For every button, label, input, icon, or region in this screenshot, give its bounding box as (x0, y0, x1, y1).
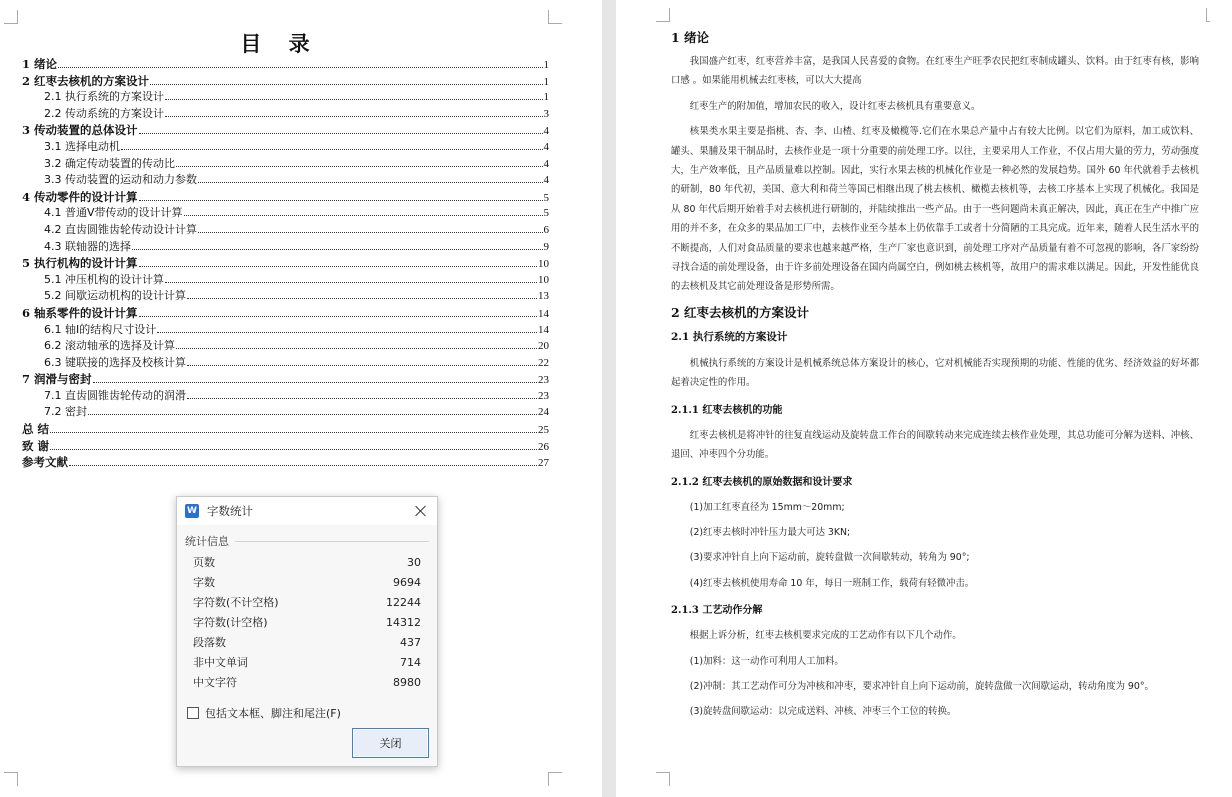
toc-leader-dots (88, 414, 537, 415)
toc-entry[interactable] (22, 89, 549, 106)
toc-leader-dots (184, 215, 543, 216)
body-paragraph: 机械执行系统的方案设计是机械系统总体方案设计的核心，它对机械能否实现预期的功能、性能的优劣、经济效益的好坏都起着决定性的作用。 (671, 357, 1199, 389)
toc-entry-label: 4 传动零件的设计计算 (22, 189, 138, 204)
toc-entry-page: 22 (538, 356, 549, 369)
toc-leader-dots (93, 382, 537, 383)
stat-label: 非中文单词 (193, 656, 248, 669)
stats-list (177, 553, 437, 693)
toc-entry-label: 6.2 滚动轴承的选择及计算 (44, 339, 175, 353)
toc-entry[interactable] (22, 272, 549, 289)
close-icon[interactable] (413, 503, 429, 519)
toc-leader-dots (139, 266, 537, 267)
toc-entry-label: 6.1 轴Ⅰ的结构尺寸设计 (44, 322, 157, 336)
toc-entry[interactable] (22, 222, 549, 239)
include-textbox-checkbox-row[interactable] (187, 705, 437, 721)
toc-entry-label: 5 执行机构的设计计算 (22, 256, 138, 271)
document-body[interactable] (671, 24, 1199, 728)
toc-title: 目 录 (240, 31, 320, 56)
stat-row (177, 653, 437, 673)
stat-row (177, 633, 437, 653)
stat-value: 14312 (386, 616, 421, 629)
dialog-titlebar[interactable] (177, 497, 437, 525)
stat-row (177, 613, 437, 633)
toc-leader-dots (69, 465, 537, 466)
page-gutter (602, 0, 616, 797)
close-button[interactable]: 关闭 (352, 728, 429, 758)
toc-leader-dots (139, 200, 543, 201)
toc-entry[interactable] (22, 404, 549, 421)
toc-entry[interactable] (22, 172, 549, 189)
toc-entry-page: 23 (538, 374, 549, 387)
word-count-dialog (176, 496, 438, 767)
toc-entry-label: 3.2 确定传动装置的传动比 (44, 156, 175, 170)
toc-leader-dots (139, 316, 537, 317)
subsubsection-heading: 2.1.1 红枣去核机的功能 (671, 404, 783, 416)
include-textbox-label: 包括文本框、脚注和尾注(F) (205, 707, 341, 720)
toc-entry-label: 总 结 (22, 422, 50, 437)
stat-row (177, 673, 437, 693)
toc-entry-page: 4 (543, 140, 549, 153)
toc-entry[interactable] (22, 288, 549, 305)
stat-label: 段落数 (193, 636, 226, 649)
toc-entry[interactable] (22, 139, 549, 156)
stat-label: 字符数(不计空格) (193, 596, 279, 609)
toc-entry-page: 24 (538, 406, 549, 419)
toc-entry[interactable] (22, 338, 549, 355)
toc-entry[interactable] (22, 454, 549, 471)
toc-leader-dots (198, 182, 543, 183)
body-paragraph: 核果类水果主要是指桃、杏、李、山楂、红枣及橄榄等.它们在水果总产量中占有较大比例。以它们为原料，加工成饮料、罐头、果脯及果干制品时，去核作业是一项十分重要的前处理工序。以往，主要采用人工作业，不仅占用大量的劳力，劳动强度大，生产效率低，且产品质量难以控制。因此，实行水果去核的机械化作业是一种必然的发展趋势。国外 60 年代就着手去核机的研制，80 年代初，美国、意大利和荷兰等国已相继出现了桃去核机、橄榄去核机等，去核工序基本上实现了机械化。我国是从 80 年代后期开始着手对去核机进行研制的，并陆续推出一些产品。由于一些问题尚未真正解决，因此，真正在生产中推广应用的并不多，在众多的果品加工厂中，去核作业至今基本上仍依靠手工或者十分简陋的工具完成。近年来，随着人民生活水平的不断提高，人们对食品质量的要求也越来越严格，生产厂家也意识到，前处理工序对产品质量有着不可忽视的影响，各厂家纷纷寻找合适的前处理设备，由于许多前处理设备在国内尚属空白，例如桃去核机等，故用户的需求难以满足。因此，开发性能优良的去核机及其它前处理设备是形势所需。 (671, 126, 1199, 293)
toc-entry[interactable] (22, 305, 549, 322)
stat-value: 437 (400, 636, 421, 649)
toc-entry[interactable] (22, 421, 549, 438)
wps-app-icon: W (185, 504, 199, 518)
toc-entry-label: 3.1 选择电动机 (44, 139, 120, 153)
toc-entry-page: 6 (543, 223, 549, 236)
stat-label: 页数 (193, 556, 215, 569)
subsubsection-heading: 2.1.2 红枣去核机的原始数据和设计要求 (671, 476, 853, 488)
toc-entry-label: 5.2 间歇运动机构的设计计算 (44, 289, 186, 303)
toc-leader-dots (165, 282, 537, 283)
section-divider (235, 541, 429, 542)
stat-row (177, 553, 437, 573)
toc-entry[interactable] (22, 156, 549, 173)
stat-row (177, 593, 437, 613)
toc-entry-label: 致 谢 (22, 438, 50, 453)
toc-entry-page: 1 (543, 75, 549, 88)
page-corner-mark (4, 10, 18, 24)
toc-leader-dots (58, 67, 542, 68)
toc-leader-dots (187, 298, 537, 299)
toc-leader-dots (121, 149, 543, 150)
toc-entry[interactable] (22, 322, 549, 339)
toc-entry-label: 1 绪论 (22, 57, 58, 71)
toc-entry-page: 26 (538, 440, 549, 453)
toc-entry-page: 10 (538, 273, 549, 286)
toc-entry-label: 7 润滑与密封 (22, 372, 92, 387)
toc-entry[interactable] (22, 73, 549, 90)
stat-value: 9694 (393, 576, 421, 589)
toc-entry-label: 6.3 键联接的选择及校核计算 (44, 355, 186, 369)
toc-entry[interactable] (22, 355, 549, 372)
toc-entry-label: 2 红枣去核机的方案设计 (22, 73, 150, 88)
toc-entry-label: 3.3 传动装置的运动和动力参数 (44, 173, 197, 187)
toc-leader-dots (176, 166, 543, 167)
list-paragraph: (1)加料：这一动作可利用人工加料。 (689, 655, 844, 667)
toc-leader-dots (50, 432, 537, 433)
toc-entry[interactable] (22, 239, 549, 256)
toc-entry-page: 14 (538, 307, 549, 320)
dialog-title: 字数统计 (207, 504, 253, 518)
list-paragraph: (4)红枣去核机使用寿命 10 年，每日一班制工作，载荷有轻微冲击。 (689, 577, 975, 589)
toc-entry[interactable] (22, 438, 549, 455)
toc-entry[interactable] (22, 189, 549, 206)
toc-entry-page: 3 (543, 107, 549, 120)
body-paragraph: (2)冲制：其工艺动作可分为冲核和冲枣，要求冲针自上向下运动前，旋转盘做一次间歇运动，转动角度为 90°。 (689, 680, 1154, 692)
toc-entry-page: 1 (543, 91, 549, 104)
toc-leader-dots (50, 449, 537, 450)
subsubsection-heading: 2.1.3 工艺动作分解 (671, 605, 763, 617)
list-paragraph: (1)加工红枣直径为 15mm～20mm; (689, 501, 845, 513)
toc-entry-label: 2.1 执行系统的方案设计 (44, 90, 164, 104)
toc-entry[interactable] (22, 371, 549, 388)
toc-leader-dots (150, 84, 542, 85)
stat-value: 30 (407, 556, 421, 569)
stat-value: 12244 (386, 596, 421, 609)
toc-entry-label: 4.3 联轴器的选择 (44, 239, 131, 253)
toc-entry-page: 9 (543, 240, 549, 253)
toc-leader-dots (139, 133, 543, 134)
list-paragraph: (2)红枣去核时冲针压力最大可达 3KN; (689, 526, 851, 538)
toc-entry-label: 7.1 直齿圆锥齿轮传动的润滑 (44, 388, 186, 402)
toc-entry-label: 4.2 直齿圆锥齿轮传动设计计算 (44, 222, 197, 236)
toc-entry[interactable] (22, 205, 549, 222)
page-corner-mark (656, 772, 670, 786)
toc-leader-dots (165, 99, 543, 100)
toc-entry-label: 3 传动装置的总体设计 (22, 123, 138, 138)
stat-row (177, 573, 437, 593)
toc-entry[interactable] (22, 255, 549, 272)
page-corner-mark (656, 8, 670, 22)
section-heading: 1 绪论 (671, 30, 710, 45)
toc-leader-dots (176, 348, 537, 349)
toc-entry-page: 13 (538, 290, 549, 303)
section-heading: 2 红枣去核机的方案设计 (671, 304, 810, 320)
list-paragraph: (3)旋转盘间歇运动：以完成送料、冲核、冲枣三个工位的转换。 (689, 706, 957, 718)
stat-value: 714 (400, 656, 421, 669)
list-paragraph: 根据上诉分析，红枣去核机要求完成的工艺动作有以下几个动作。 (689, 630, 962, 642)
body-paragraph: 红枣去核机是将冲针的往复直线运动及旋转盘工作台的间歇转动来完成连续去核作业处理，其总功能可分解为送料、冲核、退回、冲枣四个分功能。 (671, 429, 1199, 461)
toc-entry-page: 10 (538, 258, 549, 271)
page-corner-mark (1206, 8, 1210, 22)
toc-leader-dots (187, 398, 537, 399)
subsection-heading: 2.1 执行系统的方案设计 (671, 330, 788, 343)
toc-entry[interactable] (22, 106, 549, 123)
toc-entry-page: 5 (543, 207, 549, 220)
toc-leader-dots (157, 332, 537, 333)
toc-leader-dots (187, 365, 537, 366)
toc-entry-page: 27 (538, 457, 549, 470)
body-paragraph: 我国盛产红枣，红枣营养丰富，是我国人民喜爱的食物。在红枣生产旺季农民把红枣制成罐头、饮料。由于红枣有核，影响口感 。如果能用机械去红枣核，可以大大提高 (671, 56, 1199, 87)
stat-value: 8980 (393, 676, 421, 689)
table-of-contents (22, 56, 549, 471)
toc-entry[interactable] (22, 388, 549, 405)
toc-entry-label: 7.2 密封 (44, 405, 87, 419)
stat-label: 字符数(计空格) (193, 616, 268, 629)
toc-entry-page: 20 (538, 340, 549, 353)
include-textbox-checkbox[interactable] (187, 707, 199, 719)
toc-entry-page: 4 (543, 174, 549, 187)
toc-entry-label: 5.1 冲压机构的设计计算 (44, 272, 164, 286)
page-corner-mark (4, 772, 18, 786)
toc-entry-page: 4 (543, 125, 549, 138)
toc-entry-label: 6 轴系零件的设计计算 (22, 305, 138, 320)
toc-leader-dots (165, 116, 543, 117)
toc-entry-page: 4 (543, 157, 549, 170)
toc-entry-page: 23 (538, 389, 549, 402)
toc-entry[interactable] (22, 122, 549, 139)
toc-entry-page: 1 (543, 59, 549, 71)
stats-section-header (185, 533, 429, 549)
page-corner-mark (548, 772, 562, 786)
toc-entry-page: 25 (538, 424, 549, 437)
page-corner-mark (548, 10, 562, 24)
stats-section-label: 统计信息 (185, 535, 229, 548)
toc-entry-label: 2.2 传动系统的方案设计 (44, 106, 164, 120)
toc-entry[interactable] (22, 56, 549, 73)
list-paragraph: (3)要求冲针自上向下运动前，旋转盘做一次间歇转动，转角为 90°; (689, 552, 970, 564)
toc-leader-dots (132, 249, 543, 250)
toc-leader-dots (198, 232, 543, 233)
toc-entry-page: 14 (538, 323, 549, 336)
body-paragraph: 红枣生产的附加值，增加农民的收入，设计红枣去核机具有重要意义。 (689, 100, 981, 112)
toc-entry-page: 5 (543, 191, 549, 204)
content-page (616, 0, 1232, 797)
stat-label: 字数 (193, 576, 215, 589)
toc-entry-label: 4.1 普通V带传动的设计计算 (44, 206, 183, 220)
stat-label: 中文字符 (193, 676, 237, 689)
toc-entry-label: 参考文献 (22, 455, 68, 470)
